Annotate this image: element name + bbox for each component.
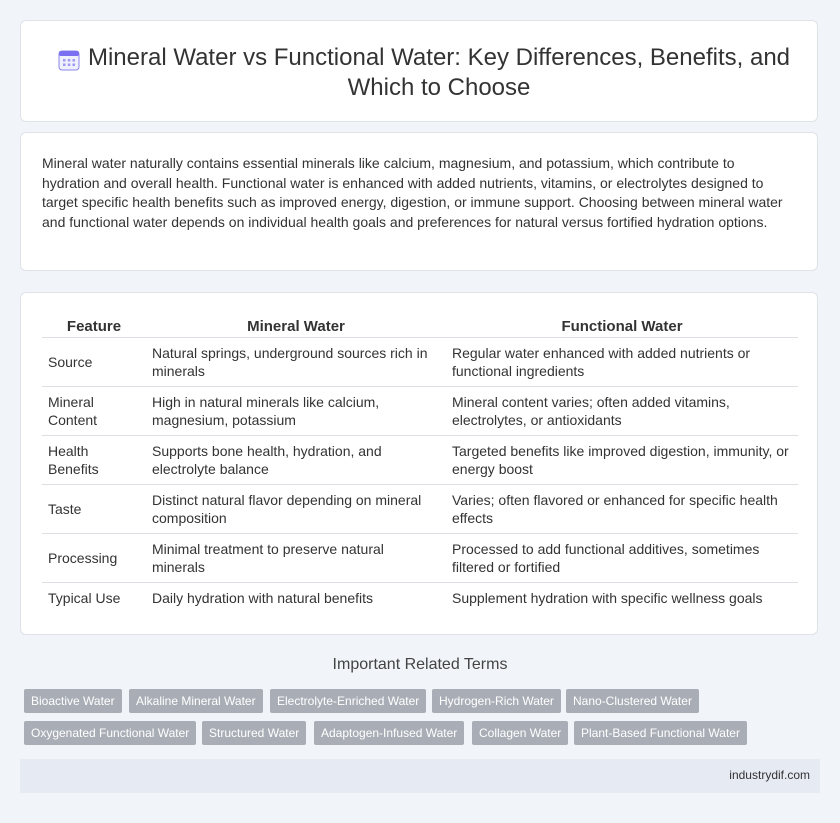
term-tag[interactable]: Bioactive Water: [24, 689, 122, 713]
functional-water-cell: Targeted benefits like improved digestion, immunity, or energy boost: [446, 436, 798, 485]
table-row: [42, 436, 798, 485]
functional-water-cell: Regular water enhanced with added nutrients or functional ingredients: [446, 338, 798, 387]
functional-water-cell: Varies; often flavored or enhanced for specific health effects: [446, 485, 798, 534]
functional-water-cell: Processed to add functional additives, sometimes filtered or fortified: [446, 534, 798, 583]
feature-cell: Source: [42, 338, 146, 387]
mineral-water-cell: Daily hydration with natural benefits: [152, 590, 374, 606]
term-tag[interactable]: Collagen Water: [472, 721, 568, 745]
intro-paragraph: Mineral water naturally contains essential minerals like calcium, magnesium, and potassium, which contribute to hydration and overall health. Functional water is enhanced with added nutrients, vitamins, or electrolytes designed to target specific health benefits such as improved energy, digestion, or immune support. Choosing between mineral water and functional water depends on individual health goals and preferences for natural versus fortified hydration options.: [42, 155, 783, 230]
mineral-water-cell: Minimal treatment to preserve natural minerals: [146, 534, 446, 583]
term-tag[interactable]: Structured Water: [202, 721, 306, 745]
term-tag[interactable]: Alkaline Mineral Water: [129, 689, 263, 713]
functional-water-cell: Supplement hydration with specific wellness goals: [452, 590, 763, 606]
feature-cell: Mineral Content: [42, 387, 146, 436]
table-row: [42, 583, 798, 614]
footer: [20, 759, 820, 793]
term-tag[interactable]: Plant-Based Functional Water: [574, 721, 747, 745]
feature-cell: Processing: [42, 534, 146, 583]
mineral-water-cell: High in natural minerals like calcium, magnesium, potassium: [146, 387, 446, 436]
term-tag[interactable]: Hydrogen-Rich Water: [432, 689, 561, 713]
term-tag[interactable]: Electrolyte-Enriched Water: [270, 689, 426, 713]
table-row: [42, 387, 798, 436]
table-header-row: [42, 313, 798, 338]
intro-card: [20, 132, 818, 271]
comparison-table-card: [20, 292, 818, 635]
term-tag[interactable]: Adaptogen-Infused Water: [314, 721, 464, 745]
related-terms-heading: Important Related Terms: [332, 656, 508, 673]
footer-site-link[interactable]: industrydif.com: [729, 768, 810, 782]
column-header-functional-water: Functional Water: [446, 313, 798, 338]
mineral-water-cell: Supports bone health, hydration, and electrolyte balance: [146, 436, 446, 485]
table-row: [42, 338, 798, 387]
calendar-icon: [57, 48, 81, 72]
comparison-table: [42, 313, 798, 613]
table-row: [42, 534, 798, 583]
feature-cell: Taste: [42, 485, 146, 534]
mineral-water-cell: Distinct natural flavor depending on mineral composition: [146, 485, 446, 534]
table-row: [42, 485, 798, 534]
term-tag[interactable]: Oxygenated Functional Water: [24, 721, 196, 745]
functional-water-cell: Mineral content varies; often added vitamins, electrolytes, or antioxidants: [446, 387, 798, 436]
page-title: Mineral Water vs Functional Water: Key Differences, Benefits, and Which to Choose: [87, 44, 791, 101]
column-header-mineral-water: Mineral Water: [146, 313, 446, 338]
term-tag[interactable]: Nano-Clustered Water: [566, 689, 699, 713]
mineral-water-cell: Natural springs, underground sources rich in minerals: [146, 338, 446, 387]
title-card: [20, 20, 818, 122]
feature-cell: Typical Use: [48, 590, 121, 606]
column-header-feature: Feature: [42, 313, 146, 338]
feature-cell: Health Benefits: [42, 436, 146, 485]
